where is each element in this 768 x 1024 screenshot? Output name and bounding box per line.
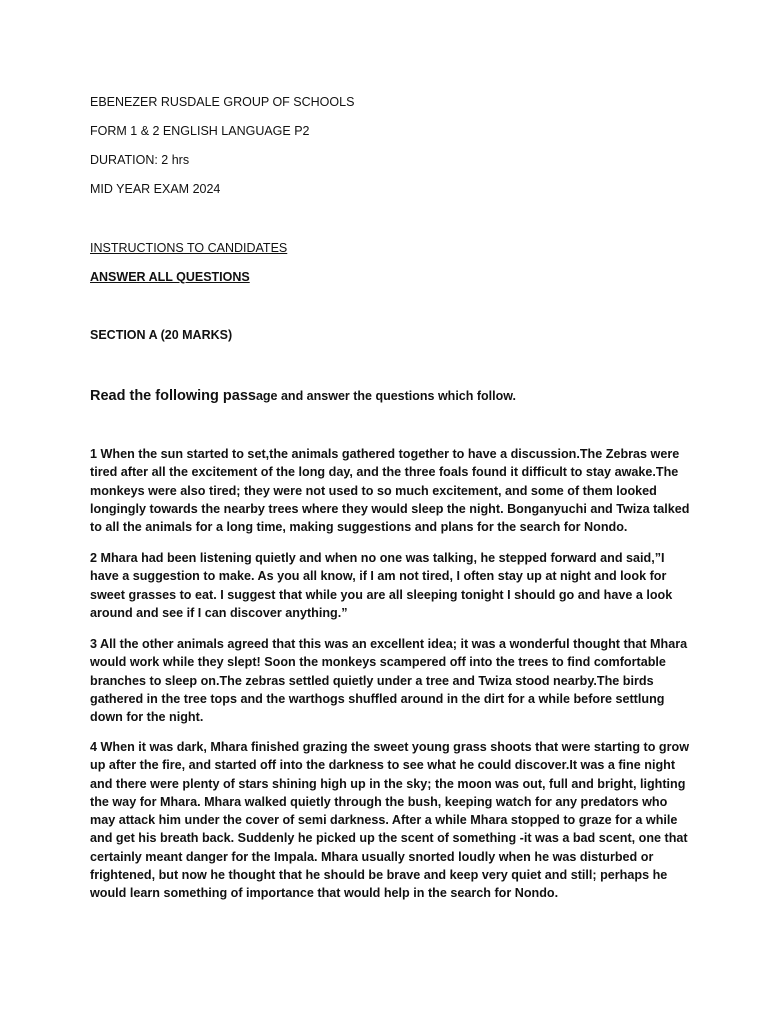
passage-intro	[90, 387, 516, 405]
passage-paragraph-2: 2 Mhara had been listening quietly and when no one was talking, he stepped forward and said,”I have a suggestion to make. As you all know, if I am not tired, I often stay up at night and look for sweet grasses to eat. I suggest that while you are all sleeping tonight I should go and have a look around and see if I can discover anything.”	[90, 551, 673, 620]
section-a-heading: SECTION A (20 MARKS)	[90, 328, 233, 342]
passage-intro-small: age and answer the questions which follow.	[255, 389, 516, 403]
passage-paragraph-1: 1 When the sun started to set,the animals gathered together to have a discussion.The Zebras were tired after all the excitement of the long day, and the three foals found it difficult to stay awake.The monkeys were also tired; they were not used to so much excitement, and some of them looked longingly towards the nearby trees where they would sleep the night. Bonganyuchi and Twiza talked to all the animals for a long time, making suggestions and plans for the search for Nondo.	[90, 447, 690, 535]
exam-title: MID YEAR EXAM 2024	[90, 182, 221, 196]
exam-duration: DURATION: 2 hrs	[90, 153, 190, 167]
instructions-heading: INSTRUCTIONS TO CANDIDATES	[90, 241, 288, 255]
passage-paragraph-4: 4 When it was dark, Mhara finished grazing the sweet young grass shoots that were starting to grow up after the fire, and started off into the darkness to see what he could discover.It was a fine night and there were plenty of stars shining high up in the sky; the moon was out, full and bright, lighting the way for Mhara. Mhara walked quietly through the bush, keeping watch for any predators who may attack him under the cover of semi darkness. After a while Mhara stopped to graze for a while and get his breath back. Suddenly he picked up the scent of something -it was a bad scent, one that certainly meant danger for the Impala. Mhara usually snorted loudly when he was disturbed or frightened, but now he thought that he should be brave and keep very quiet and still; perhaps he would learn something of importance that would help in the search for Nondo.	[90, 740, 690, 901]
answer-all-instruction: ANSWER ALL QUESTIONS	[90, 270, 250, 284]
passage-intro-large: Read the following pass	[90, 388, 256, 404]
passage-paragraph-3: 3 All the other animals agreed that this was an excellent idea; it was a wonderful thought that Mhara would work while they slept! Soon the monkeys scampered off into the trees to find comfortable branches to sleep on.The zebras settled quietly under a tree and Twiza stood nearby.The birds gathered in the tree tops and the warthogs shuffled around in the dirt for a while before settlung down for the night.	[90, 637, 688, 725]
form-subject: FORM 1 & 2 ENGLISH LANGUAGE P2	[90, 124, 310, 138]
school-name: EBENEZER RUSDALE GROUP OF SCHOOLS	[90, 95, 355, 109]
